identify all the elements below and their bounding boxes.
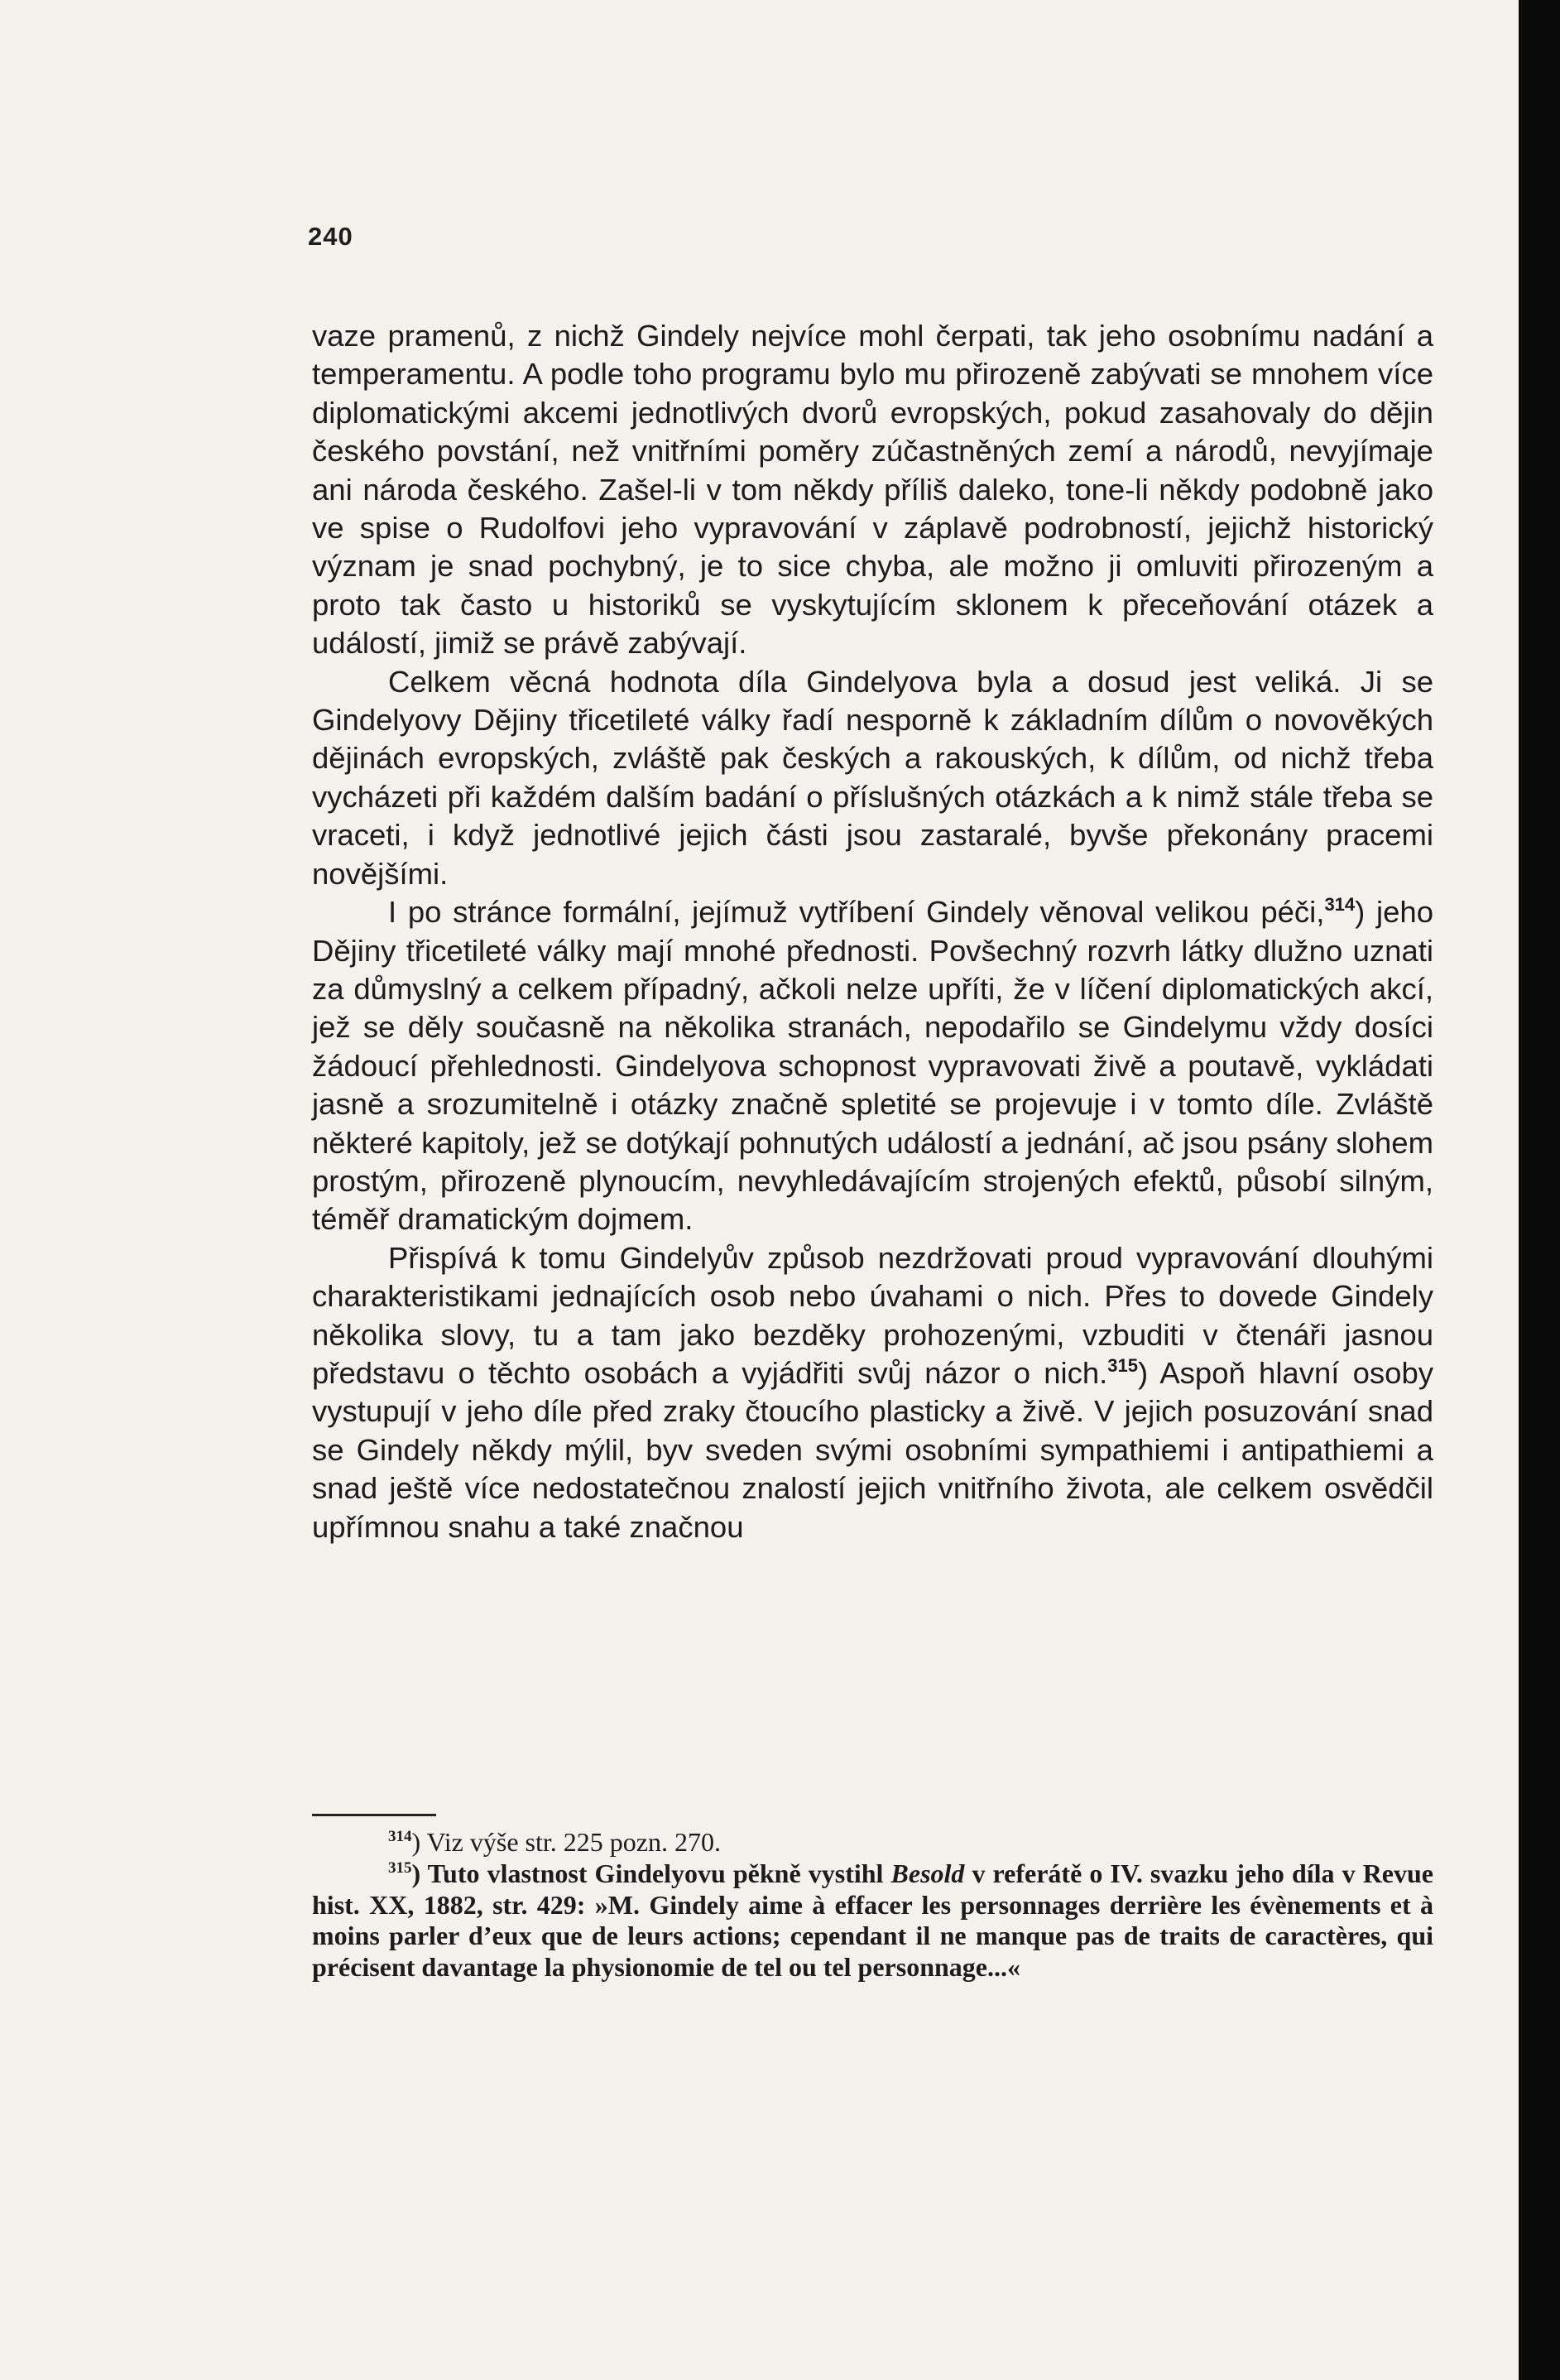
footnote-314-marker: 314 xyxy=(388,1828,412,1845)
scan-border xyxy=(1519,0,1560,2380)
footnote-315-text-before: ) Tuto vlastnost Gindelyovu pěkně vystihl xyxy=(411,1858,891,1888)
footnote-315-author: Besold xyxy=(890,1858,965,1888)
footnote-315 xyxy=(312,1858,1433,1983)
paragraph-3-text-before: I po stránce formální, jejímuž vytříbení Gindely věnoval velikou péči, xyxy=(388,895,1325,930)
footnote-314 xyxy=(312,1827,1433,1858)
paragraph-3 xyxy=(312,893,1433,1239)
footnote-315-text-after: v referátě o IV. svazku jeho díla v Revue hist. XX, 1882, str. 429: »M. Gindely aime à effacer les personnages derrière les évènements et à moins parler d’eux que de leurs actions; cependant il ne manque pas de traits de caractères, qui précisent davantage la physionomie de tel ou tel personnage...« xyxy=(312,1858,1434,1983)
footnote-ref-314: 314 xyxy=(1324,894,1356,916)
paragraph-2 xyxy=(312,663,1433,893)
paragraph-3-text-after: ) jeho Dějiny třicetileté války mají mnohé přednosti. Povšechný rozvrh látky dlužno uznati za důmyslný a celkem případný, ačkoli nelze upříti, že v líčení diplomatických akcí, jež se děly současně na několika stranách, nepodařilo se Gindelymu vždy dosíci žádoucí přehlednosti. Gindelyova schopnost vypravovati živě a poutavě, vykládati jasně a srozumitelně i otázky značně spletité se projevuje i v tomto díle. Zvláště některé kapitoly, jež se dotýkají pohnutých událostí a jednání, ač jsou psány slohem prostým, přirozeně plynoucím, nevyhledávajícím strojených efektů, působí silným, téměř dramatickým dojmem. xyxy=(312,895,1434,1237)
page-number: 240 xyxy=(308,222,353,251)
footnote-ref-315: 315 xyxy=(1107,1354,1139,1376)
paragraph-2-text: Celkem věcná hodnota díla Gindelyova byla a dosud jest veliká. Ji se Gindelyovy Dějiny třicetileté války řadí nesporně k základním dílům o novověkých dějinách evropských, zvláště pak českých a rakouských, k dílům, od nichž třeba vycházeti při každém dalším badání o příslušných otázkách a k nimž stále třeba se vraceti, i když jednotlivé jejich části jsou zastaralé, byvše překonány pracemi novějšími. xyxy=(312,664,1433,891)
footnote-314-text: ) Viz výše str. 225 pozn. 270. xyxy=(411,1827,721,1857)
footnote-315-marker: 315 xyxy=(388,1858,412,1877)
footnote-divider xyxy=(312,1814,436,1816)
paragraph-1 xyxy=(312,317,1433,663)
paragraph-4-text-after: ) Aspoň hlavní osoby vystupují v jeho díle před zraky čtoucího plasticky a živě. V jejich posuzování snad se Gindely někdy mýlil, byv sveden svými osobními sympathiemi i antipathiemi a snad ještě více nedostatečnou znalostí jejich vnitřního života, ale celkem osvědčil upřímnou snahu a také značnou xyxy=(312,1355,1433,1544)
paragraph-4-text-before: Přispívá k tomu Gindelyův způsob nezdržovati proud vypravování dlouhými charakteristikami jednajících osob nebo úvahami o nich. Přes to dovede Gindely několika slovy, tu a tam jako bezděky prohozenými, vzbuditi v čtenáři jasnou představu o těchto osobách a vyjádřiti svůj názor o nich. xyxy=(312,1240,1433,1390)
paragraph-1-text: vaze pramenů, z nichž Gindely nejvíce mohl čerpati, tak jeho osobnímu nadání a temperamentu. A podle toho programu bylo mu přirozeně zabývati se mnohem více diplomatickými akcemi jednotlivých dvorů evropských, pokud zasahovaly do dějin českého povstání, než vnitřními poměry zúčastněných zemí a národů, nevyjímaje ani národa českého. Zašel-li v tom někdy příliš daleko, tone-li někdy podobně jako ve spise o Rudolfovi jeho vypravování v záplavě podrobností, jejichž historický význam je snad pochybný, je to sice chyba, ale možno ji omluviti přirozeným a proto tak často u historiků se vyskytujícím sklonem k přeceňování otázek a událostí, jimiž se právě zabývají. xyxy=(312,319,1433,661)
footnotes xyxy=(312,1827,1433,1983)
paragraph-4 xyxy=(312,1239,1433,1546)
body-text xyxy=(312,317,1433,1546)
